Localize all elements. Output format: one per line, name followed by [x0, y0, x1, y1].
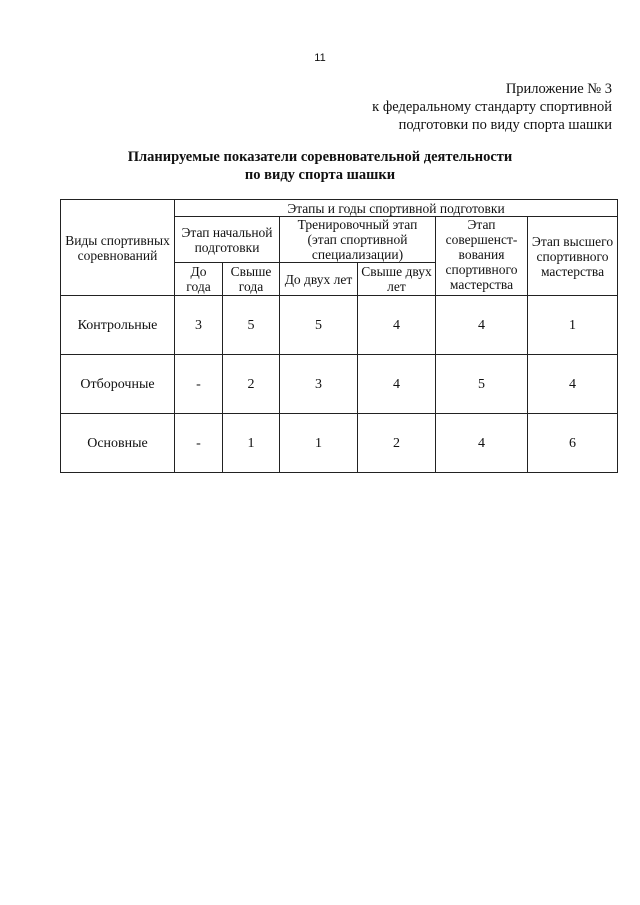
table-cell: 5 — [280, 296, 358, 355]
table-cell: 4 — [358, 296, 436, 355]
table-cell: 4 — [528, 355, 618, 414]
appendix-line-2: к федеральному стандарту спортивной — [372, 99, 612, 115]
table-cell: 1 — [280, 414, 358, 473]
table-cell: 4 — [436, 296, 528, 355]
page-number: 11 — [314, 52, 326, 64]
group-header-cell: Этапы и годы спортивной подготовки — [175, 200, 618, 217]
stage-highest-cell: Этап высшего спортивного мастерства — [528, 217, 618, 296]
table-cell: 3 — [280, 355, 358, 414]
title-line-1: Планируемые показатели соревновательной деятельности — [127, 149, 513, 165]
table-cell: 2 — [358, 414, 436, 473]
table-cell: 6 — [528, 414, 618, 473]
competition-indicators-table — [60, 199, 618, 473]
table-cell: 3 — [175, 296, 223, 355]
row-label: Контрольные — [61, 296, 175, 355]
row-label: Отборочные — [61, 355, 175, 414]
table-cell: 5 — [436, 355, 528, 414]
appendix-block — [372, 80, 612, 134]
header-row-1 — [61, 200, 618, 217]
sub-header-initial-1: До года — [175, 263, 223, 296]
table-cell: 1 — [223, 414, 280, 473]
table-cell: 4 — [436, 414, 528, 473]
table-cell: 5 — [223, 296, 280, 355]
title-line-2: по виду спорта шашки — [244, 167, 396, 183]
table-row — [61, 355, 618, 414]
table-cell: - — [175, 414, 223, 473]
table-row — [61, 414, 618, 473]
row-label: Основные — [61, 414, 175, 473]
appendix-line-3: подготовки по виду спорта шашки — [398, 117, 612, 133]
sub-header-training-2: Свыше двух лет — [358, 263, 436, 296]
stage-initial-cell: Этап начальной подготовки — [175, 217, 280, 263]
row-header-cell: Виды спортивных соревнований — [61, 200, 175, 296]
sub-header-initial-2: Свыше года — [223, 263, 280, 296]
table-row — [61, 296, 618, 355]
sub-header-training-1: До двух лет — [280, 263, 358, 296]
stage-improvement-cell: Этап совершенст-вования спортивного мастерства — [436, 217, 528, 296]
table-cell: 4 — [358, 355, 436, 414]
stage-training-cell: Тренировочный этап (этап спортивной специализации) — [280, 217, 436, 263]
document-title — [0, 148, 640, 184]
table-cell: - — [175, 355, 223, 414]
table-cell: 2 — [223, 355, 280, 414]
table-cell: 1 — [528, 296, 618, 355]
appendix-line-1: Приложение № 3 — [505, 81, 612, 97]
